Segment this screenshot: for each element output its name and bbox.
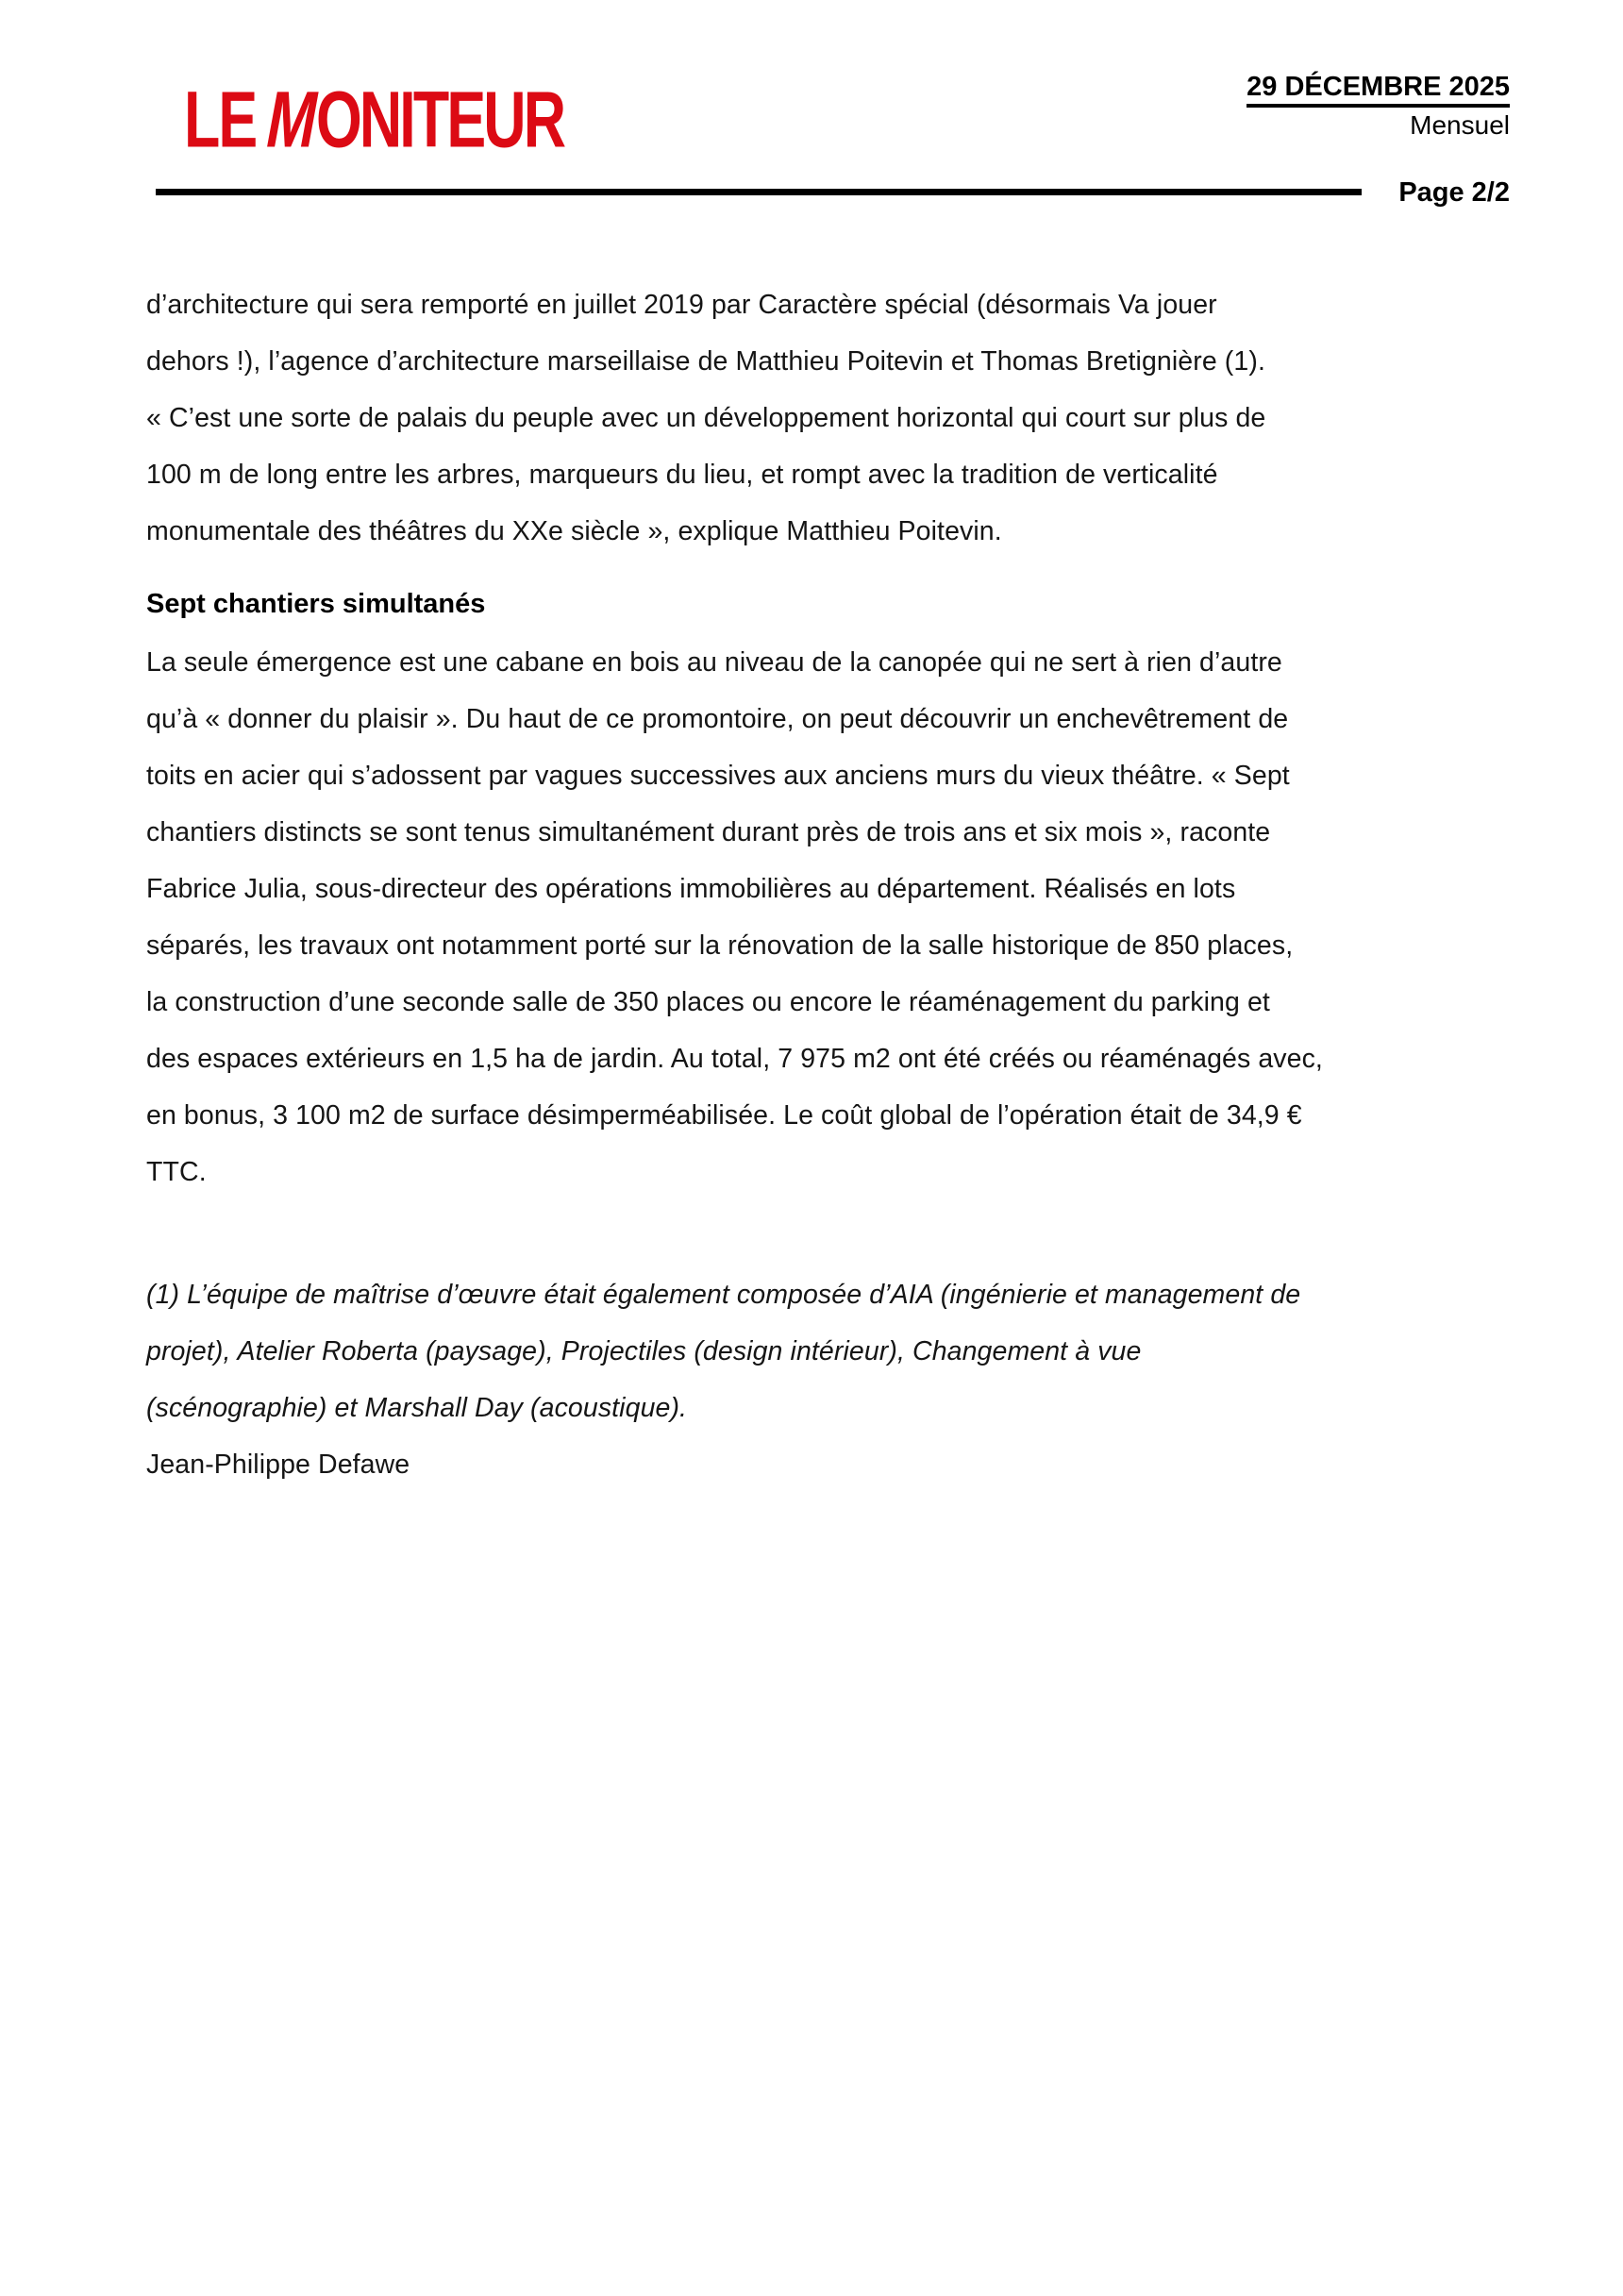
paragraph-2-line: chantiers distincts se sont tenus simultanément durant près de trois ans et six mois », raconte bbox=[146, 817, 1271, 847]
issue-frequency: Mensuel bbox=[1410, 110, 1510, 140]
footnote-line: (1) L’équipe de maîtrise d’œuvre était également composée d’AIA (ingénierie et management de bbox=[146, 1280, 1301, 1310]
footnote-line: projet), Atelier Roberta (paysage), Projectiles (design intérieur), Changement à vue bbox=[146, 1336, 1142, 1366]
paragraph-2-line: TTC. bbox=[146, 1157, 207, 1187]
logo-text-rest: ONITEUR bbox=[315, 74, 564, 164]
paragraph-2-line: toits en acier qui s’adossent par vagues successives aux anciens murs du vieux théâtre. « Sept bbox=[146, 761, 1290, 791]
paragraph-1 bbox=[146, 277, 1529, 560]
paragraph-2-line: La seule émergence est une cabane en bois au niveau de la canopée qui ne sert à rien d’autre bbox=[146, 647, 1282, 678]
paragraph-1-line: dehors !), l’agence d’architecture marseillaise de Matthieu Poitevin et Thomas Bretignière (1). bbox=[146, 346, 1265, 377]
logo-text-m: M bbox=[259, 74, 325, 164]
paragraph-1-line: d’architecture qui sera remporté en juillet 2019 par Caractère spécial (désormais Va jouer bbox=[146, 290, 1217, 320]
logo-text-le: LE bbox=[184, 74, 257, 164]
issue-date: 29 DÉCEMBRE 2025 bbox=[1247, 72, 1510, 108]
article-body bbox=[146, 277, 1529, 1493]
footnote-line: (scénographie) et Marshall Day (acoustique). bbox=[146, 1393, 688, 1423]
paragraph-2-line: des espaces extérieurs en 1,5 ha de jardin. Au total, 7 975 m2 ont été créés ou réaménagés avec, bbox=[146, 1044, 1323, 1074]
lemoniteur-logo bbox=[184, 74, 564, 164]
page-indicator: Page 2/2 bbox=[1398, 177, 1510, 208]
author-byline: Jean-Philippe Defawe bbox=[146, 1450, 410, 1480]
paragraph-2-line: la construction d’une seconde salle de 350 places ou encore le réaménagement du parking et bbox=[146, 987, 1270, 1017]
paragraph-1-line: 100 m de long entre les arbres, marqueurs du lieu, et rompt avec la tradition de verticalité bbox=[146, 460, 1218, 490]
header-right-block bbox=[1247, 72, 1510, 142]
footnote bbox=[146, 1266, 1529, 1436]
paragraph-2-line: qu’à « donner du plaisir ». Du haut de ce promontoire, on peut découvrir un enchevêtrement de bbox=[146, 704, 1289, 734]
header-divider bbox=[156, 189, 1362, 195]
paragraph-1-line: « C’est une sorte de palais du peuple avec un développement horizontal qui court sur plus de bbox=[146, 403, 1266, 433]
paragraph-2-line: en bonus, 3 100 m2 de surface désimperméabilisée. Le coût global de l’opération était de 34,9 € bbox=[146, 1100, 1302, 1131]
paragraph-2 bbox=[146, 634, 1529, 1200]
paragraph-1-line: monumentale des théâtres du XXe siècle », explique Matthieu Poitevin. bbox=[146, 516, 1002, 546]
paragraph-2-line: séparés, les travaux ont notamment porté sur la rénovation de la salle historique de 850 places, bbox=[146, 930, 1294, 961]
paragraph-2-line: Fabrice Julia, sous-directeur des opérations immobilières au département. Réalisés en lots bbox=[146, 874, 1236, 904]
section-heading: Sept chantiers simultanés bbox=[146, 589, 486, 619]
